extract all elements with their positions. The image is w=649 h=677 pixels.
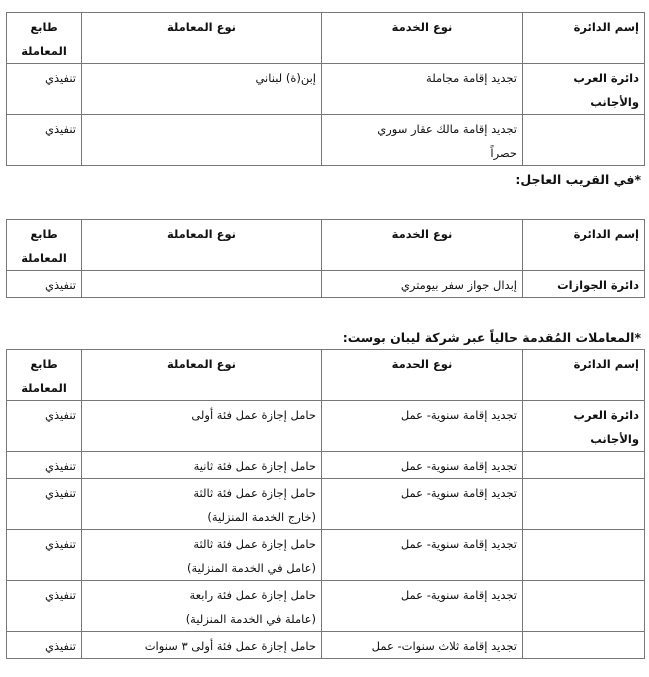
nature-cell	[7, 401, 82, 452]
header-label: نوع المعاملة	[167, 357, 236, 371]
transaction-cell	[82, 581, 322, 632]
header-transaction-type	[82, 350, 322, 401]
services-table-current-1	[6, 12, 645, 166]
nature-text: تنفيذي	[45, 639, 76, 653]
table-header-row	[7, 220, 645, 271]
service-text: تجديد إقامة سنوية- عمل	[400, 588, 517, 602]
nature-text: تنفيذي	[45, 537, 76, 551]
header-service-type	[322, 350, 523, 401]
nature-text: تنفيذي	[45, 588, 76, 602]
department-cell	[523, 271, 645, 298]
department-cell	[523, 530, 645, 581]
transaction-text: حامل إجازة عمل فئة ثالثة	[193, 537, 316, 551]
table-row	[7, 479, 645, 530]
heading-coming-soon: *في القريب العاجل:	[515, 172, 641, 187]
table-row	[7, 632, 645, 659]
table-header-row	[7, 350, 645, 401]
service-text: تجديد إقامة مجاملة	[426, 71, 517, 85]
header-label: المعاملة	[21, 44, 67, 58]
table-header-row	[7, 13, 645, 64]
services-table-libanpost	[6, 349, 645, 659]
department-name: دائرة العرب والأجانب	[573, 71, 639, 109]
header-label: طابع	[30, 20, 58, 34]
department-cell	[523, 452, 645, 479]
transaction-text: (عامل في الخدمة المنزلية)	[186, 561, 316, 575]
service-text: تجديد إقامة سنوية- عمل	[400, 537, 517, 551]
nature-cell	[7, 479, 82, 530]
transaction-text: إبن(ة) لبناني	[255, 71, 316, 85]
service-text: تجديد إقامة سنوية- عمل	[400, 486, 517, 500]
services-table-coming-soon	[6, 219, 645, 298]
nature-text: تنفيذي	[45, 71, 76, 85]
table-row	[7, 115, 645, 166]
nature-text: تنفيذي	[45, 278, 76, 292]
service-text: تجديد إقامة سنوية- عمل	[400, 408, 517, 422]
service-cell	[322, 401, 523, 452]
service-text: تجديد إقامة ثلاث سنوات- عمل	[371, 639, 517, 653]
nature-cell	[7, 64, 82, 115]
transaction-cell	[82, 401, 322, 452]
header-label: نوع الخدمة	[391, 227, 453, 241]
transaction-text: حامل إجازة عمل فئة أولى	[191, 408, 316, 422]
header-label: إسم الدائرة	[573, 20, 639, 34]
header-label: نوع المعاملة	[167, 20, 236, 34]
transaction-text: حامل إجازة عمل فئة أولى ٣ سنوات	[144, 639, 316, 653]
nature-text: تنفيذي	[45, 408, 76, 422]
department-name: دائرة العرب والأجانب	[573, 408, 639, 446]
transaction-cell	[82, 115, 322, 166]
service-cell	[322, 632, 523, 659]
header-department	[523, 13, 645, 64]
service-text: تجديد إقامة مالك عقار سوري	[377, 122, 517, 136]
header-transaction-type	[82, 220, 322, 271]
header-label: طابع	[30, 357, 58, 371]
department-cell	[523, 64, 645, 115]
transaction-cell	[82, 64, 322, 115]
department-cell	[523, 401, 645, 452]
department-cell	[523, 632, 645, 659]
service-cell	[322, 530, 523, 581]
nature-cell	[7, 632, 82, 659]
transaction-cell	[82, 452, 322, 479]
table-row	[7, 64, 645, 115]
header-label: إسم الدائرة	[573, 227, 639, 241]
header-transaction-nature	[7, 220, 82, 271]
header-transaction-type	[82, 13, 322, 64]
header-label: نوع الخدمة	[391, 20, 453, 34]
header-transaction-nature	[7, 13, 82, 64]
nature-text: تنفيذي	[45, 122, 76, 136]
transaction-text: (عاملة في الخدمة المنزلية)	[185, 612, 316, 626]
department-cell	[523, 581, 645, 632]
transaction-cell	[82, 479, 322, 530]
header-department	[523, 350, 645, 401]
header-label: نوع المعاملة	[167, 227, 236, 241]
service-cell	[322, 452, 523, 479]
transaction-text: حامل إجازة عمل فئة ثانية	[193, 459, 316, 473]
service-text: إبدال جواز سفر بيومتري	[400, 278, 517, 292]
service-text: حصراً	[490, 146, 517, 160]
nature-cell	[7, 530, 82, 581]
transaction-text: (خارج الخدمة المنزلية)	[207, 510, 316, 524]
header-label: إسم الدائرة	[573, 357, 639, 371]
service-text: تجديد إقامة سنوية- عمل	[400, 459, 517, 473]
service-cell	[322, 64, 523, 115]
service-cell	[322, 115, 523, 166]
department-cell	[523, 115, 645, 166]
nature-cell	[7, 581, 82, 632]
nature-text: تنفيذي	[45, 486, 76, 500]
header-service-type	[322, 220, 523, 271]
service-cell	[322, 581, 523, 632]
nature-cell	[7, 452, 82, 479]
nature-cell	[7, 115, 82, 166]
transaction-cell	[82, 530, 322, 581]
header-label: المعاملة	[21, 251, 67, 265]
table-row	[7, 401, 645, 452]
transaction-text: حامل إجازة عمل فئة رابعة	[189, 588, 316, 602]
transaction-text: حامل إجازة عمل فئة ثالثة	[193, 486, 316, 500]
service-cell	[322, 271, 523, 298]
service-cell	[322, 479, 523, 530]
nature-text: تنفيذي	[45, 459, 76, 473]
header-transaction-nature	[7, 350, 82, 401]
transaction-cell	[82, 632, 322, 659]
header-department	[523, 220, 645, 271]
table-row	[7, 452, 645, 479]
header-label: طابع	[30, 227, 58, 241]
header-label: نوع الحدمة	[391, 357, 453, 371]
header-label: المعاملة	[21, 381, 67, 395]
nature-cell	[7, 271, 82, 298]
header-service-type	[322, 13, 523, 64]
transaction-cell	[82, 271, 322, 298]
table-row	[7, 271, 645, 298]
department-cell	[523, 479, 645, 530]
heading-libanpost-services: *المعاملات المُقدمة حالياً عبر شركة ليبان بوست:	[342, 330, 641, 345]
table-row	[7, 530, 645, 581]
department-name: دائرة الجوازات	[557, 278, 639, 292]
table-row	[7, 581, 645, 632]
